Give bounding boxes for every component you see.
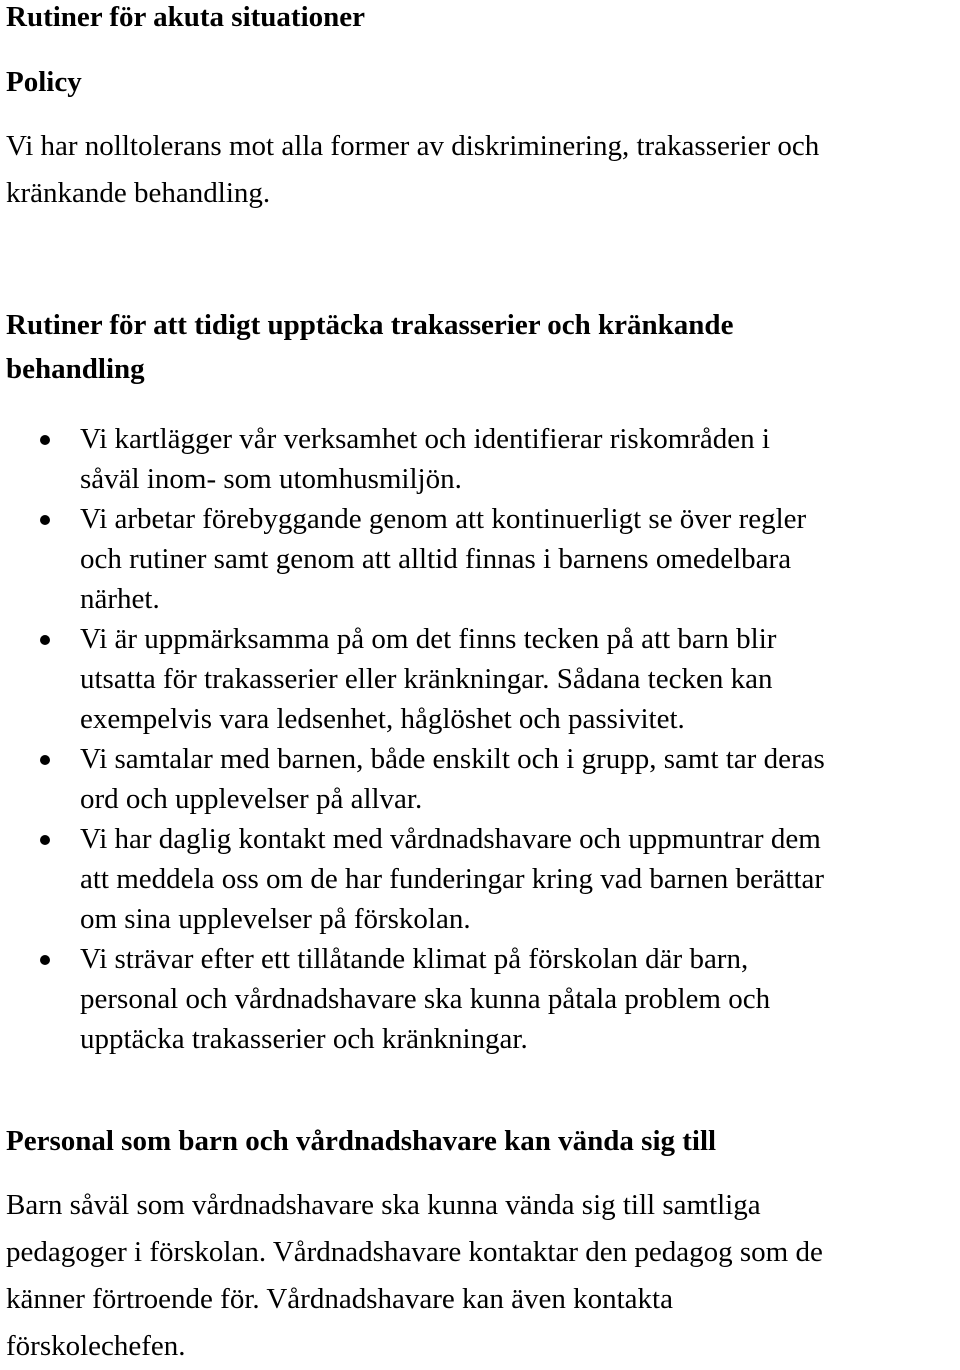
list-item-line: utsatta för trakasserier eller kränkningar. Sådana tecken kan — [80, 663, 773, 695]
list-item-line: personal och vårdnadshavare ska kunna påtala problem och — [80, 983, 771, 1015]
bullet-icon — [40, 755, 50, 765]
heading-line: Rutiner för att tidigt upptäcka trakasserier och kränkande — [6, 309, 734, 341]
list-item-line: upptäcka trakasserier och kränkningar. — [80, 1023, 528, 1055]
list-item-line: såväl inom- som utomhusmiljön. — [80, 463, 462, 495]
list-item-line: ord och upplevelser på allvar. — [80, 783, 423, 815]
list-item-line: Vi arbetar förebyggande genom att kontinuerligt se över regler — [80, 503, 807, 535]
list-item-line: om sina upplevelser på förskolan. — [80, 903, 471, 935]
contacts-text-line: Barn såväl som vårdnadshavare ska kunna vända sig till samtliga — [6, 1189, 761, 1221]
contacts-text-line: känner förtroende för. Vårdnadshavare kan även kontakta — [6, 1283, 673, 1315]
bullet-icon — [40, 435, 50, 445]
list-item-line: och rutiner samt genom att alltid finnas i barnens omedelbara — [80, 543, 792, 575]
list-item-line: Vi är uppmärksamma på om det finns tecken på att barn blir — [80, 623, 777, 655]
bullet-icon — [40, 955, 50, 965]
policy-text-line: kränkande behandling. — [6, 177, 271, 209]
list-item — [0, 939, 825, 1059]
contacts-text — [6, 1182, 823, 1370]
list-item-line: att meddela oss om de har funderingar kring vad barnen berättar — [80, 863, 825, 895]
contacts-text-line: förskolechefen. — [6, 1330, 186, 1362]
list-item — [0, 499, 825, 619]
list-item-line: exempelvis vara ledsenhet, håglöshet och passivitet. — [80, 703, 685, 735]
heading-line: behandling — [6, 353, 145, 385]
list-item-line: Vi strävar efter ett tillåtande klimat på förskolan där barn, — [80, 943, 749, 975]
list-item-line: Vi kartlägger vår verksamhet och identifierar riskområden i — [80, 423, 770, 455]
bullet-icon — [40, 635, 50, 645]
contacts-text-line: pedagoger i förskolan. Vårdnadshavare kontaktar den pedagog som de — [6, 1236, 823, 1268]
policy-text — [6, 123, 819, 217]
policy-heading: Policy — [6, 66, 82, 98]
list-item-line: Vi samtalar med barnen, både enskilt och i grupp, samt tar deras — [80, 743, 825, 775]
list-item-line: Vi har daglig kontakt med vårdnadshavare och uppmuntrar dem — [80, 823, 821, 855]
early-detection-heading — [6, 303, 733, 391]
bullet-icon — [40, 835, 50, 845]
list-item — [0, 619, 825, 739]
list-item — [0, 419, 825, 499]
list-item — [0, 739, 825, 819]
list-item-line: närhet. — [80, 583, 160, 615]
list-item — [0, 819, 825, 939]
policy-text-line: Vi har nolltolerans mot alla former av diskriminering, trakasserier och — [6, 130, 820, 162]
bullet-icon — [40, 515, 50, 525]
contacts-heading: Personal som barn och vårdnadshavare kan vända sig till — [6, 1125, 717, 1157]
early-detection-list — [0, 419, 825, 1059]
page-title: Rutiner för akuta situationer — [6, 1, 366, 33]
